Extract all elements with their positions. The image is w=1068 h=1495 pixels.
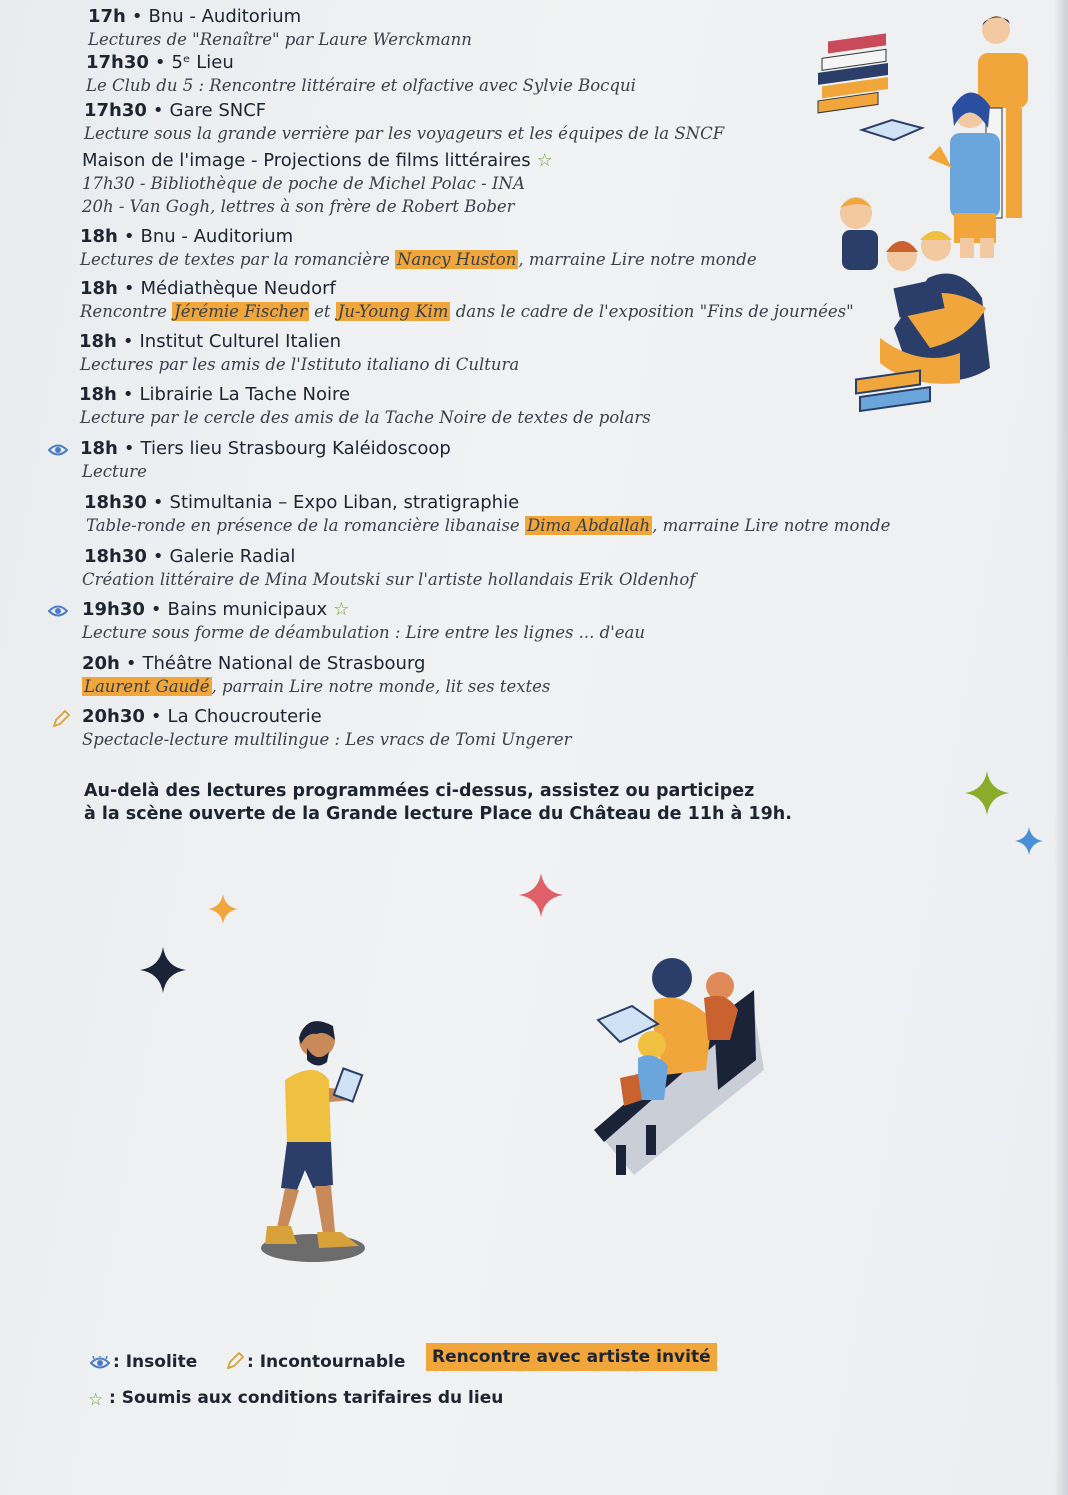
event-time: 20h30 xyxy=(82,706,145,727)
event-heading xyxy=(84,100,266,121)
paper-edge-shadow xyxy=(1054,0,1068,1495)
event-heading xyxy=(88,6,301,27)
legend-rencontre-tag xyxy=(426,1347,717,1367)
event-time: 18h xyxy=(80,438,118,459)
pen-icon xyxy=(52,710,70,728)
description-text: Lectures de "Renaître" par Laure Werckmann xyxy=(88,30,472,49)
event-time: 18h xyxy=(80,278,118,299)
description-text: et xyxy=(308,302,336,321)
separator-dot: • xyxy=(152,492,164,513)
event-description xyxy=(82,677,550,696)
separator-dot: • xyxy=(152,100,164,121)
event-place: 5ᵉ Lieu xyxy=(171,52,234,73)
separator-dot: • xyxy=(154,52,166,73)
description-text: Le Club du 5 : Rencontre littéraire et olfactive avec Sylvie Bocqui xyxy=(86,76,636,95)
event-description xyxy=(82,174,525,193)
event-heading xyxy=(84,492,519,513)
description-text: Lecture par le cercle des amis de la Tache Noire de textes de polars xyxy=(80,408,651,427)
bench-readers-illustration xyxy=(594,950,774,1185)
book-stack-icon xyxy=(818,33,888,113)
event-place: La Choucrouterie xyxy=(167,706,322,727)
separator-dot: • xyxy=(123,278,135,299)
event-heading xyxy=(79,331,341,352)
children-reading-illustration xyxy=(810,8,1045,433)
separator-dot: • xyxy=(150,706,162,727)
event-description xyxy=(82,730,572,749)
event-heading xyxy=(82,653,425,674)
separator-dot: • xyxy=(122,331,134,352)
event-description xyxy=(88,30,472,49)
closing-line-2: à la scène ouverte de la Grande lecture Place du Château de 11h à 19h. xyxy=(84,804,792,824)
separator-dot: • xyxy=(150,599,162,620)
event-place: Stimultania – Expo Liban, stratigraphie xyxy=(169,492,520,513)
event-time: 18h xyxy=(80,226,118,247)
event-heading xyxy=(82,706,322,727)
separator-dot: • xyxy=(123,438,135,459)
separator-dot: • xyxy=(122,384,134,405)
closing-note xyxy=(84,780,792,826)
description-text: Lectures de textes par la romancière xyxy=(80,250,395,269)
description-text: , parrain Lire notre monde, lit ses textes xyxy=(211,677,551,696)
event-description xyxy=(84,124,724,143)
event-heading xyxy=(80,438,451,459)
description-text: 17h30 - Bibliothèque de poche de Michel Polac - INA xyxy=(82,174,525,193)
event-heading xyxy=(80,278,336,299)
star-outline-icon: ☆ xyxy=(536,150,553,171)
event-time: 18h xyxy=(79,384,117,405)
guest-artist-name: Laurent Gaudé xyxy=(84,677,210,696)
sparkle-pink-icon xyxy=(518,872,564,918)
description-text: dans le cadre de l'exposition "Fins de journées" xyxy=(450,302,854,321)
event-description xyxy=(80,250,757,269)
event-heading xyxy=(82,150,553,171)
event-time: 17h xyxy=(88,6,126,27)
description-text: Table-ronde en présence de la romancière libanaise xyxy=(86,516,525,535)
closing-line-1: Au-delà des lectures programmées ci-dessus, assistez ou participez xyxy=(84,781,755,801)
description-text: Rencontre xyxy=(80,302,173,321)
event-description xyxy=(80,302,854,321)
event-time: 20h xyxy=(82,653,120,674)
sparkle-blue-icon xyxy=(1014,826,1044,856)
guest-artist-name: Jérémie Fischer xyxy=(174,302,307,321)
event-place: Maison de l'image - Projections de films littéraires xyxy=(82,150,531,171)
star-outline-icon: ☆ xyxy=(333,599,350,620)
description-text: Lectures par les amis de l'Istituto italiano di Cultura xyxy=(80,355,520,374)
description-text: , marraine Lire notre monde xyxy=(652,516,891,535)
event-time: 18h xyxy=(79,331,117,352)
description-text: Spectacle-lecture multilingue : Les vracs de Tomi Ungerer xyxy=(82,730,572,749)
event-time: 18h30 xyxy=(84,492,147,513)
event-description xyxy=(86,76,636,95)
description-text: Lecture xyxy=(82,462,147,481)
event-place: Gare SNCF xyxy=(169,100,267,121)
event-description xyxy=(80,355,519,374)
event-place: Galerie Radial xyxy=(169,546,296,567)
event-place: Bnu - Auditorium xyxy=(148,6,302,27)
guest-artist-name: Nancy Huston xyxy=(396,250,517,269)
event-description: 20h - Van Gogh, lettres à son frère de Robert Bober xyxy=(82,197,515,216)
separator-dot: • xyxy=(123,226,135,247)
description-text: , marraine Lire notre monde xyxy=(518,250,757,269)
separator-dot: • xyxy=(131,6,143,27)
separator-dot: • xyxy=(152,546,164,567)
pen-icon xyxy=(226,1352,244,1370)
description-text: Lecture sous forme de déambulation : Lire entre les lignes ... d'eau xyxy=(82,623,645,642)
legend-rencontre-label: Rencontre avec artiste invité xyxy=(426,1343,717,1371)
event-description xyxy=(82,570,695,589)
eye-icon xyxy=(48,604,68,618)
event-time: 18h30 xyxy=(84,546,147,567)
event-description xyxy=(86,516,890,535)
event-description xyxy=(82,623,645,642)
description-text: Lecture sous la grande verrière par les voyageurs et les équipes de la SNCF xyxy=(84,124,725,143)
event-place: Bnu - Auditorium xyxy=(140,226,294,247)
legend-incontournable: : Incontournable xyxy=(247,1352,406,1372)
guest-artist-name: Ju-Young Kim xyxy=(337,302,449,321)
star-outline-icon: ☆ xyxy=(88,1390,104,1410)
eye-icon xyxy=(90,1356,110,1370)
sparkle-green-icon xyxy=(964,770,1010,816)
guest-artist-name: Dima Abdallah xyxy=(526,516,651,535)
event-place: Institut Culturel Italien xyxy=(139,331,342,352)
event-place: Théâtre National de Strasbourg xyxy=(142,653,426,674)
event-place: Bains municipaux xyxy=(167,599,328,620)
description-text: Création littéraire de Mina Moutski sur l'artiste hollandais Erik Oldenhof xyxy=(82,570,696,589)
eye-icon xyxy=(48,443,68,457)
event-description xyxy=(82,462,147,481)
event-description xyxy=(80,408,651,427)
event-place: Tiers lieu Strasbourg Kaléidoscoop xyxy=(140,438,451,459)
event-heading xyxy=(80,226,293,247)
event-time: 19h30 xyxy=(82,599,145,620)
walking-reader-illustration xyxy=(255,1010,380,1270)
separator-dot: • xyxy=(125,653,137,674)
event-heading xyxy=(86,52,234,73)
sparkle-orange-icon xyxy=(207,893,239,925)
event-place: Librairie La Tache Noire xyxy=(139,384,351,405)
event-place: Médiathèque Neudorf xyxy=(140,278,336,299)
sparkle-dark-icon xyxy=(139,946,187,994)
event-time: 17h30 xyxy=(84,100,147,121)
event-time: 17h30 xyxy=(86,52,149,73)
event-heading xyxy=(84,546,295,567)
event-heading xyxy=(79,384,350,405)
legend-tarif: : Soumis aux conditions tarifaires du lieu xyxy=(109,1388,504,1408)
event-heading xyxy=(82,599,349,620)
legend-insolite: : Insolite xyxy=(113,1352,198,1372)
